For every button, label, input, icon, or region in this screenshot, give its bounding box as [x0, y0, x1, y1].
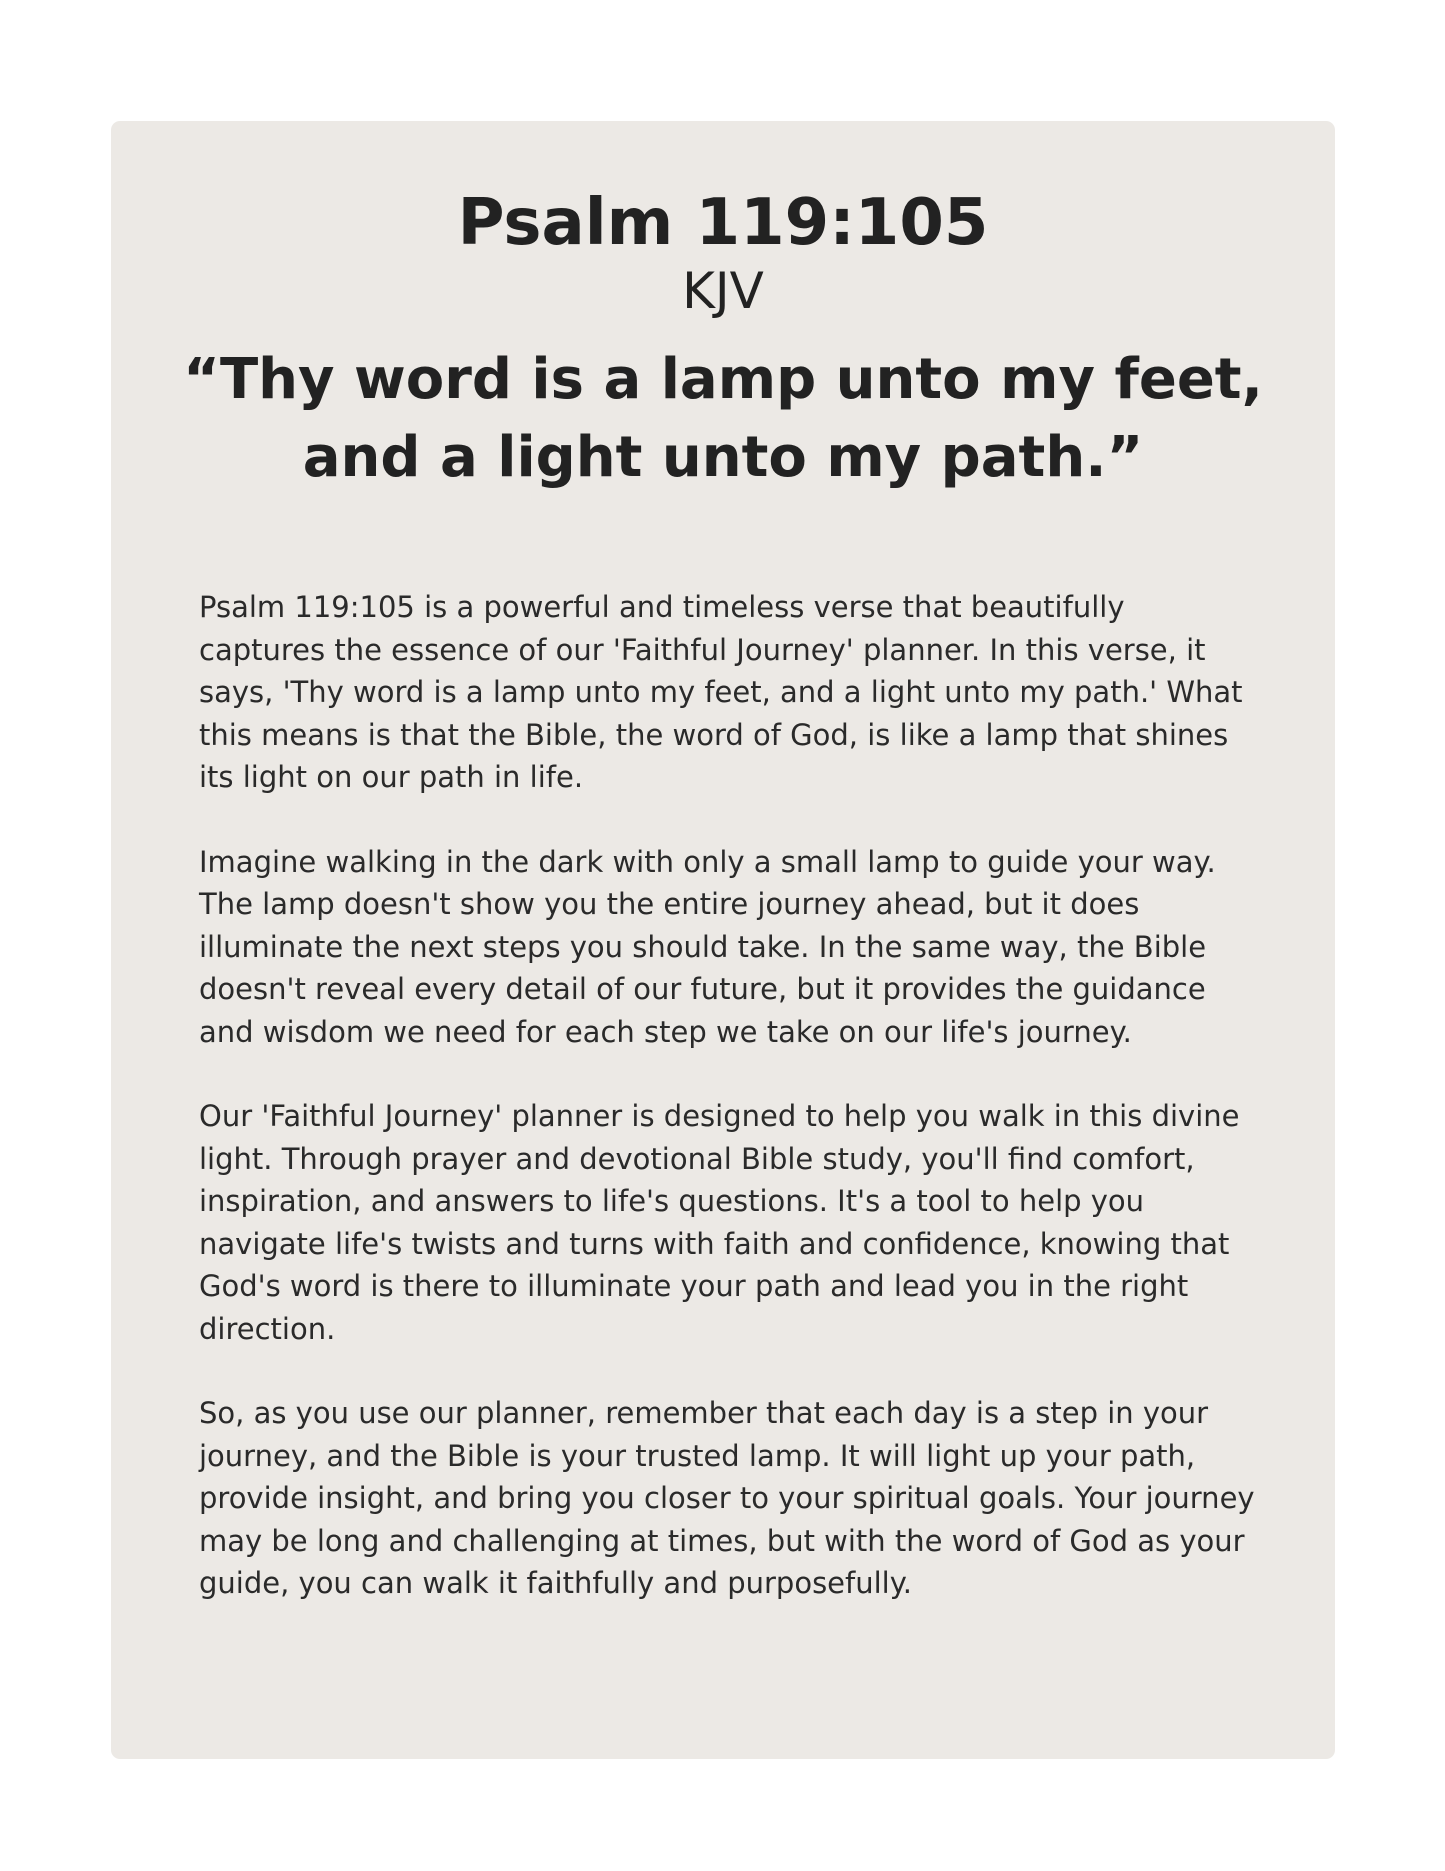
devotional-body [199, 586, 1259, 1647]
paragraph: Psalm 119:105 is a powerful and timeless verse that beautifully captures the essence of our 'Faithful Journey' planner. In this verse, it says, 'Thy word is a lamp unto my feet, and a light unto my path.' What this means is that the Bible, the word of God, is like a lamp that shines its light on our path in life. [199, 590, 1243, 794]
scripture-reference: Psalm 119:105 [457, 186, 989, 260]
verse-quote: “Thy word is a lamp unto my feet, and a light unto my path.” [183, 347, 1263, 490]
paragraph: So, as you use our planner, remember that each day is a step in your journey, and the Bible is your trusted lamp. It will light up your path, provide insight, and bring you closer to your spiritual goals. Your journey may be long and challenging at times, but with the word of God as your guide, you can walk it faithfully and purposefully. [199, 1396, 1255, 1600]
paragraph: Imagine walking in the dark with only a small lamp to guide your way. The lamp doesn't show you the entire journey ahead, but it does illuminate the next steps you should take. In the same way, the Bible doesn't reveal every detail of our future, but it provides the guidance and wisdom we need for each step we take on our life's journey. [199, 844, 1216, 1049]
verse-header [111, 121, 1335, 497]
bible-version: KJV [682, 262, 764, 320]
paragraph: Our 'Faithful Journey' planner is designed to help you walk in this divine light. Through prayer and devotional Bible study, you'll find comfort, inspiration, and answers to life's questions. It's a tool to help you navigate life's twists and turns with faith and confidence, knowing that God's word is there to illuminate your path and lead you in the right direction. [199, 1099, 1240, 1346]
devotional-card [111, 121, 1335, 1759]
